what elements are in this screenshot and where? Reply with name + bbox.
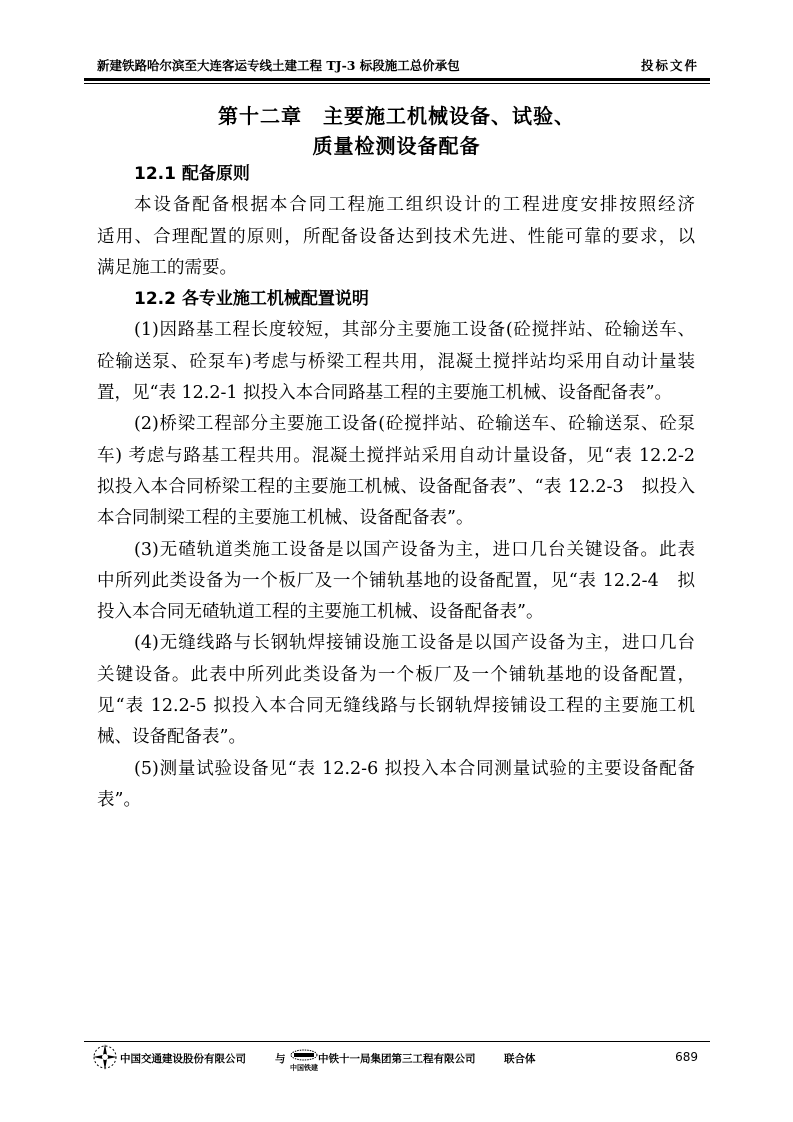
footer-joint-venture: 联合体 <box>504 1053 536 1065</box>
paragraph-line: 中所列此类设备为一个板厂及一个铺轨基地的设备配置，见“表 12.2-4 拟 <box>97 570 695 591</box>
paragraph-line: 拟投入本合同桥梁工程的主要施工机械、设备配备表”、“表 12.2-3 拟投入 <box>97 476 695 497</box>
footer-company1: 中国交通建设股份有限公司 <box>120 1053 246 1065</box>
paragraph-line: 表”。 <box>97 789 141 810</box>
paragraph-line: 置，见“表 12.2-1 拟投入本合同路基工程的主要施工机械、设备配备表”。 <box>97 383 673 404</box>
page-number: 689 <box>675 1050 698 1064</box>
paragraph-line: 见“表 12.2-5 拟投入本合同无缝线路与长钢轨焊接铺设工程的主要施工机 <box>97 696 695 717</box>
page-footer <box>92 1045 698 1085</box>
paragraph-line: (5)测量试验设备见“表 12.2-6 拟投入本合同测量试验的主要设备配备 <box>134 758 695 779</box>
paragraph-line: 砼输送泵、砼泵车)考虑与桥梁工程共用，混凝土搅拌站均采用自动计量装 <box>97 351 695 372</box>
paragraph-line: 车) 考虑与路基工程共用。混凝土搅拌站采用自动计量设备，见“表 12.2-2 <box>97 445 695 466</box>
paragraph-line: 关键设备。此表中所列此类设备为一个板厂及一个铺轨基地的设备配置， <box>97 664 695 685</box>
crcc-logo-caption: 中国铁建 <box>290 1064 318 1072</box>
paragraph-line: 本设备配备根据本合同工程施工组织设计的工程进度安排按照经济 <box>134 195 695 216</box>
header-rule-thin <box>84 83 710 84</box>
paragraph-line: (4)无缝线路与长钢轨焊接铺设施工设备是以国产设备为主，进口几台 <box>134 633 695 654</box>
paragraph-line: (2)桥梁工程部分主要施工设备(砼搅拌站、砼输送车、砼输送泵、砼泵 <box>134 414 695 435</box>
cccc-logo-icon <box>92 1043 118 1071</box>
paragraph-line: 本合同制梁工程的主要施工机械、设备配备表”。 <box>97 508 474 529</box>
footer-rule <box>84 1041 710 1042</box>
paragraph-line: (1)因路基工程长度较短，其部分主要施工设备(砼搅拌站、砼输送车、 <box>134 320 695 341</box>
chapter-title-line1: 第十二章 主要施工机械设备、试验、 <box>218 104 575 128</box>
paragraph-line: 械、设备配备表”。 <box>97 727 246 748</box>
document-body <box>97 159 695 816</box>
section-heading: 12.2 各专业施工机械配置说明 <box>134 289 369 310</box>
header-doc-type: 投标文件 <box>640 58 699 73</box>
crcc-logo-icon <box>290 1047 318 1061</box>
footer-company2: 中铁十一局集团第三工程有限公司 <box>318 1053 476 1065</box>
paragraph-line: 适用、合理配置的原则，所配备设备达到技术先进、性能可靠的要求，以 <box>97 226 695 247</box>
paragraph-line: 满足施工的需要。 <box>97 257 237 278</box>
section-heading: 12.1 配备原则 <box>134 164 250 184</box>
header-rule-thick <box>84 78 710 81</box>
chapter-title-line2: 质量检测设备配备 <box>312 134 481 158</box>
page-header <box>97 56 699 76</box>
paragraph-line: (3)无碴轨道类施工设备是以国产设备为主，进口几台关键设备。此表 <box>134 539 695 560</box>
paragraph-line: 投入本合同无碴轨道工程的主要施工机械、设备配备表”。 <box>97 602 544 623</box>
footer-conjunction: 与 <box>275 1053 286 1065</box>
header-project-title: 新建铁路哈尔滨至大连客运专线土建工程 TJ-3 标段施工总价承包 <box>97 58 460 73</box>
